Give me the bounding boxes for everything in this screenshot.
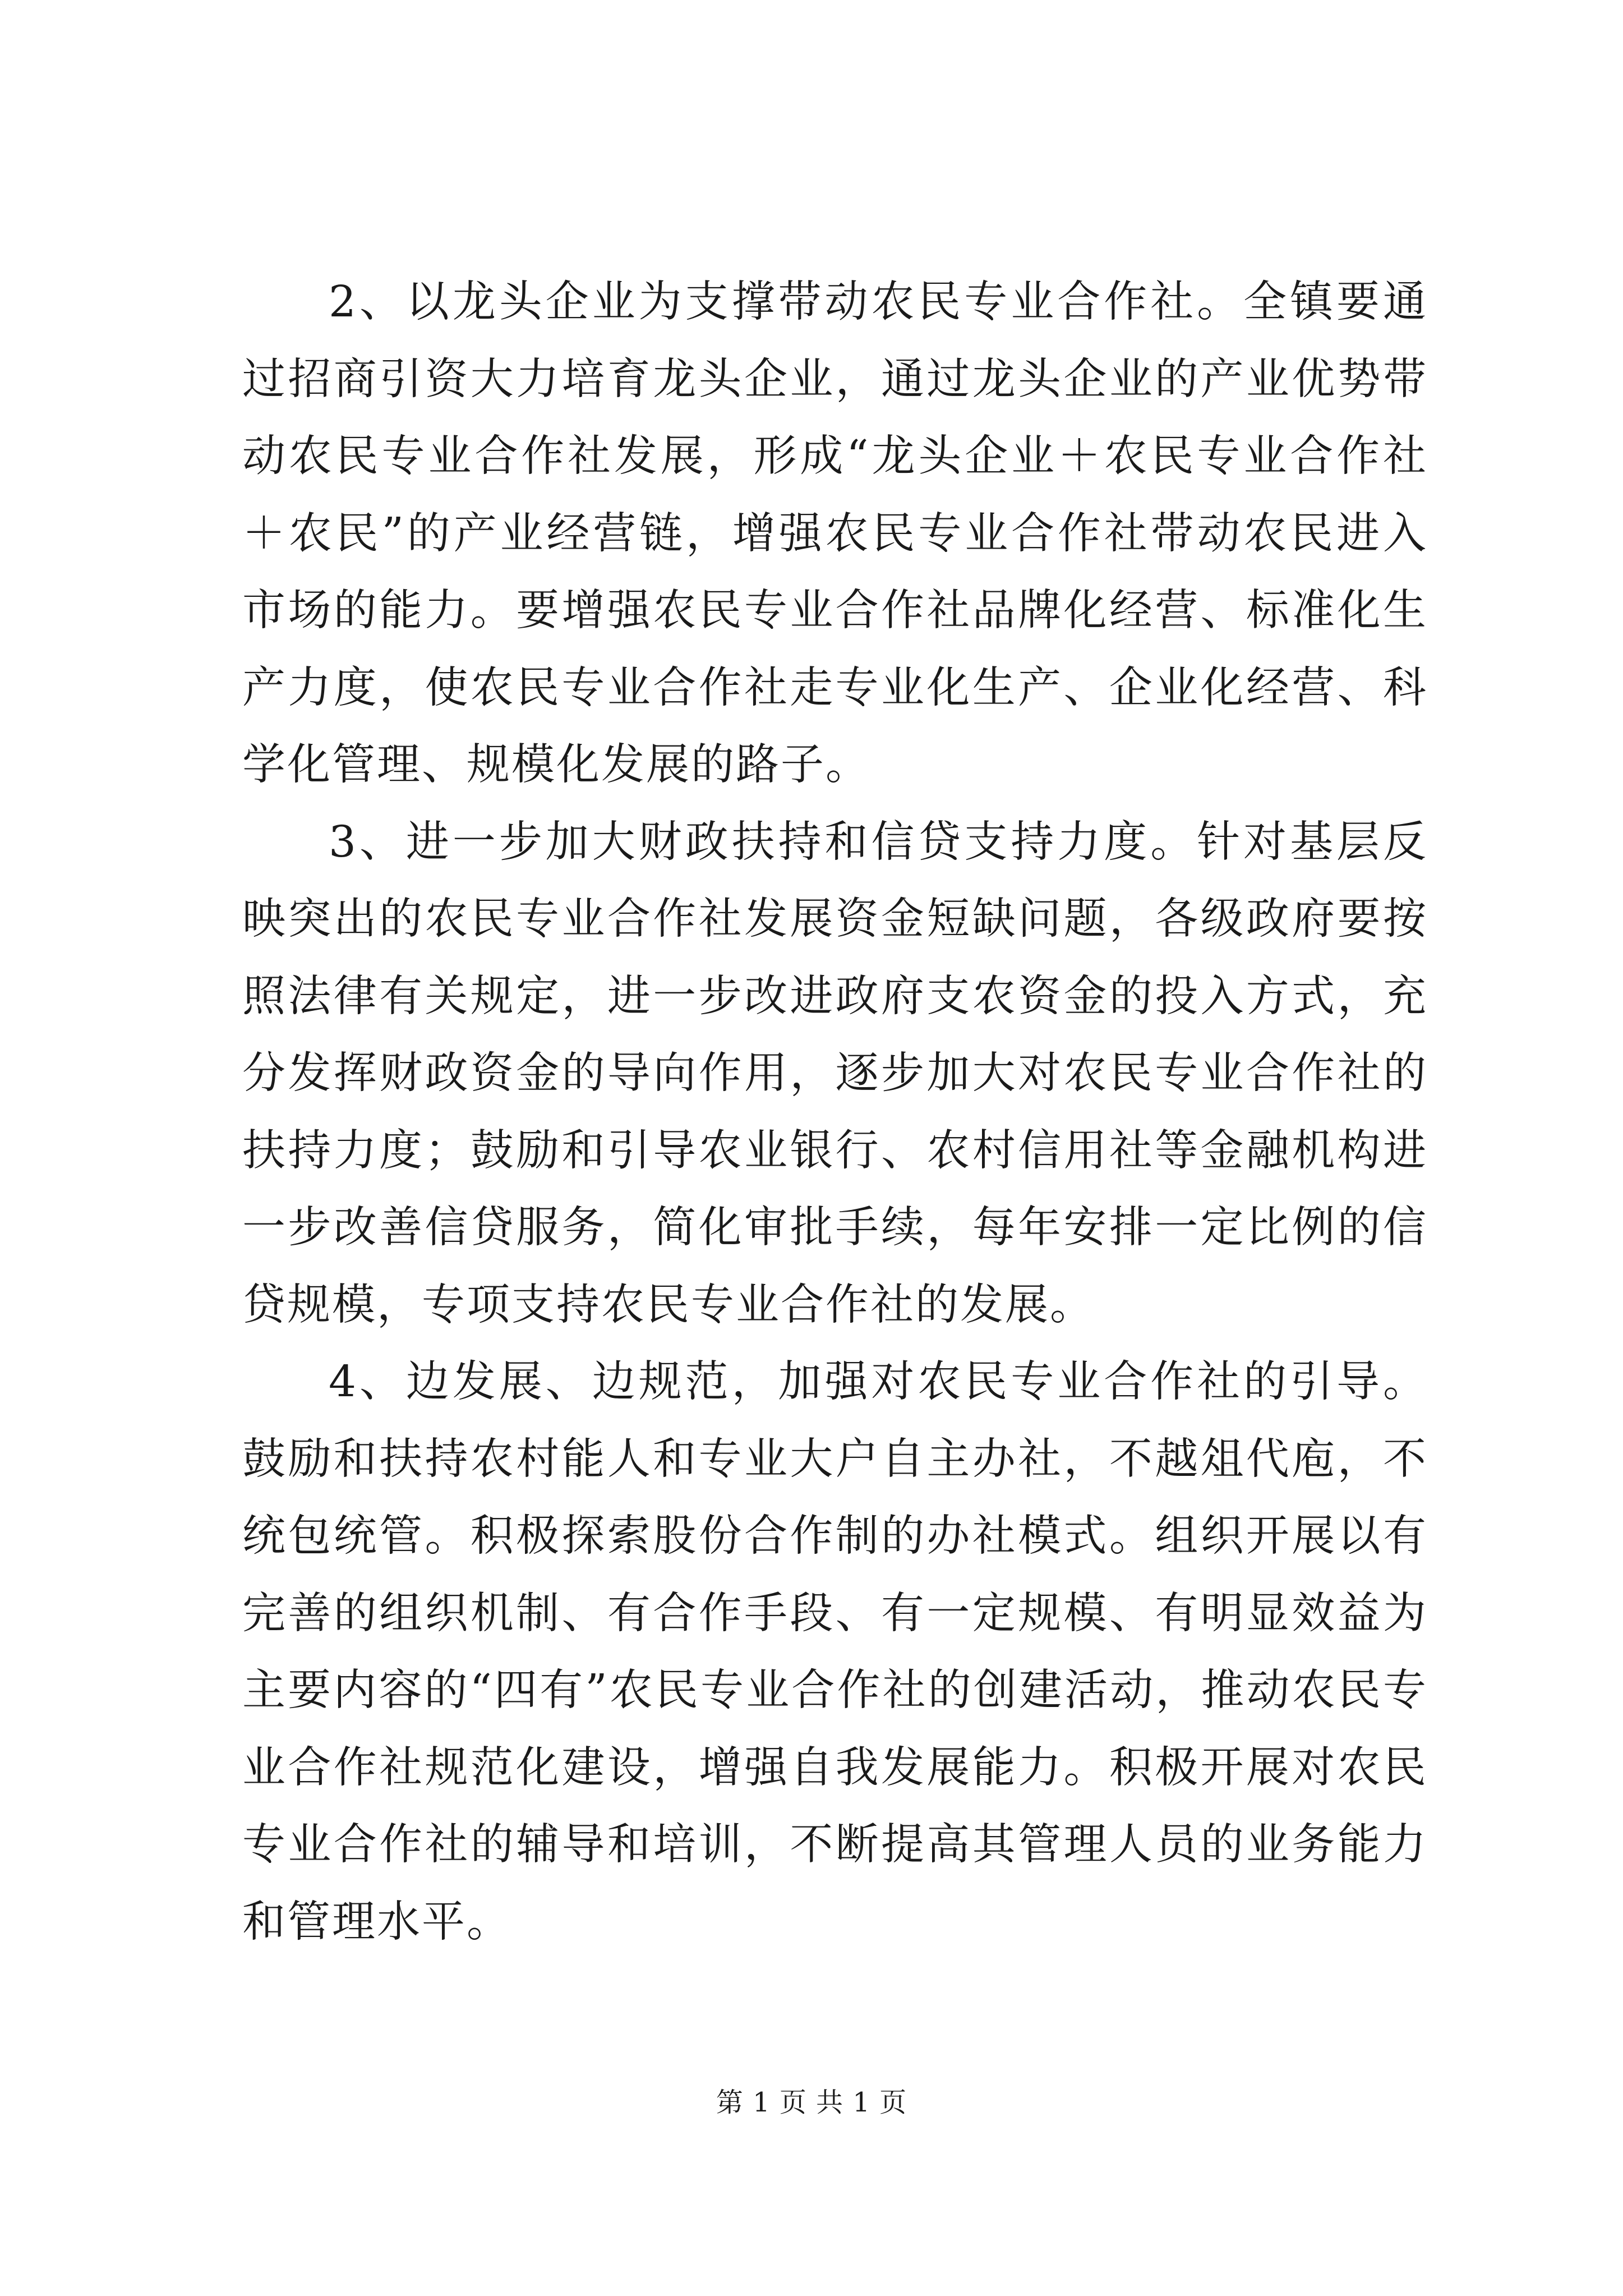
- paragraph-4: 4、边发展、边规范，加强对农民专业合作社的引导。鼓励和扶持农村能人和专业大户自主办社，不越俎代庖，不统包统管。积极探索股份合作制的办社模式。组织开展以有完善的组织机制、有合作手段、有一定规模、有明显效益为主要内容的“四有”农民专业合作社的创建活动，推动农民专业合作社规范化建设，增强自我发展能力。积极开展对农民专业合作社的辅导和培训，不断提高其管理人员的业务能力和管理水平。: [242, 1357, 1428, 1947]
- paragraph-3: 3、进一步加大财政扶持和信贷支持力度。针对基层反映突出的农民专业合作社发展资金短缺问题，各级政府要按照法律有关规定，进一步改进政府支农资金的投入方式，充分发挥财政资金的导向作用，逐步加大对农民专业合作社的扶持力度；鼓励和引导农业银行、农村信用社等金融机构进一步改善信贷服务，简化审批手续，每年安排一定比例的信贷规模，专项支持农民专业合作社的发展。: [242, 817, 1428, 1330]
- paragraph-2: 2、以龙头企业为支撑带动农民专业合作社。全镇要通过招商引资大力培育龙头企业，通过龙头企业的产业优势带动农民专业合作社发展，形成“龙头企业＋农民专业合作社＋农民”的产业经营链，增强农民专业合作社带动农民进入市场的能力。要增强农民专业合作社品牌化经营、标准化生产力度，使农民专业合作社走专业化生产、企业化经营、科学化管理、规模化发展的路子。: [242, 277, 1428, 790]
- document-body: [242, 264, 1428, 1961]
- page-footer: 第 1 页 共 1 页: [716, 2087, 907, 2118]
